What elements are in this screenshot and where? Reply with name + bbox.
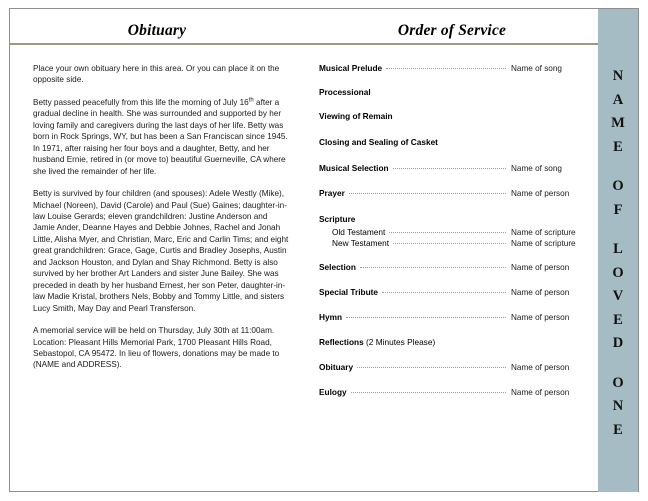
service-item-row <box>319 287 589 297</box>
sidebar-word <box>612 238 623 356</box>
dot-leader <box>349 192 506 194</box>
dot-leader <box>375 92 506 93</box>
sidebar-letter: N <box>612 68 624 84</box>
dot-leader <box>351 391 506 393</box>
dot-leader <box>439 342 506 343</box>
service-item-label: Special Tribute <box>319 287 379 297</box>
service-item-value: Name of person <box>511 189 570 198</box>
service-item-row <box>319 387 589 397</box>
service-item-label: Hymn <box>319 312 343 322</box>
sidebar-letter: O <box>612 264 624 281</box>
service-item-label: Musical Selection <box>319 163 389 173</box>
sidebar-letter: E <box>613 138 623 155</box>
obituary-column-title: Obituary <box>127 22 187 39</box>
name-sidebar-panel <box>598 9 638 492</box>
service-item-label: Musical Prelude <box>319 63 383 73</box>
order-of-service-list <box>319 63 589 397</box>
service-item-row <box>319 312 589 322</box>
service-item-row <box>319 238 589 248</box>
service-item-value: Name of person <box>511 288 570 297</box>
service-item-value: Name of scripture <box>511 228 576 237</box>
service-item-row <box>319 163 589 173</box>
service-item-label: New Testament <box>332 238 390 248</box>
page-header <box>10 9 638 44</box>
service-item-row <box>319 262 589 272</box>
service-item-label: Closing and Sealing of Casket <box>319 137 438 147</box>
dot-leader <box>359 219 506 220</box>
service-item-label: Processional <box>319 87 371 97</box>
service-item-row <box>319 188 589 198</box>
service-item-label: Scripture <box>319 214 356 224</box>
sidebar-letter: F <box>613 201 623 218</box>
service-item-row <box>319 362 589 372</box>
service-item-value: Name of person <box>511 313 570 322</box>
service-item-label: Prayer <box>319 188 345 198</box>
service-item-row <box>319 214 589 224</box>
service-item-label: Viewing of Remain <box>319 111 393 121</box>
dot-leader <box>397 116 506 117</box>
sidebar-letter: O <box>612 374 624 391</box>
sidebar-word <box>612 372 623 443</box>
service-item-label: Reflections (2 Minutes Please) <box>319 337 436 347</box>
sidebar-word <box>612 175 623 222</box>
dot-leader <box>346 316 506 318</box>
obituary-text-column <box>33 63 291 371</box>
service-item-row <box>319 227 589 237</box>
sidebar-word <box>611 65 625 159</box>
service-item-value: Name of song <box>511 164 562 173</box>
sidebar-letter: O <box>612 178 624 194</box>
sidebar-letter: N <box>612 398 624 414</box>
order-of-service-column-title: Order of Service <box>397 22 507 39</box>
sidebar-letter: E <box>613 311 623 328</box>
dot-leader <box>386 67 506 69</box>
dot-leader <box>357 366 506 368</box>
obituary-paragraph: Betty is survived by four children (and spouses): Adele Westly (Mike), Michael (Noreen), David (Carole) and Paul (Sue) Gaines; daughter-in-law Louise Gerards; eleven grandchildren: Justine Anderson and Jamie Ander, Deanne Hayes and Debbie Johnes, Rachel and Jonah Little, Alisha Myer, and Christian, Marc, Eric and Carlin Tims; and eight great grandchildren: Grace, Gage, Curtis and Bradley Josephs, Austin and Jackson Houston, and Dylan and Shay Richmond. Betty is also survived by her brother Art Landers and sister June Bailey. She was preceded in death by her husband Ernest, her son Peter, daughter-in-law Madie Kristal, brothers Nels, Bobby and Tommy Little, and sisters Lucy Smith, May Day and Pearl Transferson. <box>33 189 289 313</box>
service-item-note: (2 Minutes Please) <box>363 337 436 347</box>
service-item-label: Eulogy <box>319 387 347 397</box>
service-item-label: Selection <box>319 262 356 272</box>
sidebar-letter: A <box>612 91 624 108</box>
dot-leader <box>389 231 506 233</box>
header-divider-rule <box>10 43 638 45</box>
dot-leader <box>382 291 506 293</box>
obituary-paragraph: Place your own obituary here in this area. Or you can place it on the opposite side. <box>33 64 280 85</box>
sidebar-letter: D <box>612 335 624 351</box>
dot-leader <box>393 242 506 244</box>
obituary-paragraph: A memorial service will be held on Thursday, July 30th at 11:00am. Location: Pleasant Hills Memorial Park, 1700 Pleasant Hills Road, Sebastopol, CA 95472. In lieu of flowers, donations may be made to (NAME and ADDRESS). <box>33 326 280 370</box>
service-item-label: Obituary <box>319 362 354 372</box>
service-item-row <box>319 137 589 147</box>
sidebar-letter: V <box>612 288 624 304</box>
dot-leader <box>393 167 506 169</box>
sidebar-letter: M <box>611 115 625 131</box>
service-item-row <box>319 337 589 347</box>
service-item-value: Name of person <box>511 388 570 397</box>
service-item-label: Old Testament <box>332 227 386 237</box>
service-item-value: Name of song <box>511 64 562 73</box>
service-item-row <box>319 63 589 73</box>
vertical-name-text <box>598 9 638 492</box>
service-item-row <box>319 87 589 97</box>
dot-leader <box>360 266 506 268</box>
dot-leader <box>442 142 506 143</box>
sidebar-letter: E <box>613 421 623 438</box>
service-item-value: Name of person <box>511 263 570 272</box>
date-ordinal-suffix: th <box>248 97 254 104</box>
service-item-row <box>319 111 589 121</box>
obituary-paragraph: Betty passed peacefully from this life the morning of July 16th after a gradual decline in health. She was surrounded and supported by her loving family and caregivers during the last days of her life. Betty was born in Rock Springs, WY, but has been a San Franciscan since 1945. In 1971, after raising her four boys and a daughter, Betty, and her husband Ernie, retired in (or move to) beautiful Guerneville, CA where she lived the remainder of her life. <box>33 97 288 176</box>
service-item-value: Name of person <box>511 363 570 372</box>
service-item-value: Name of scripture <box>511 239 576 248</box>
sidebar-letter: L <box>613 241 623 257</box>
